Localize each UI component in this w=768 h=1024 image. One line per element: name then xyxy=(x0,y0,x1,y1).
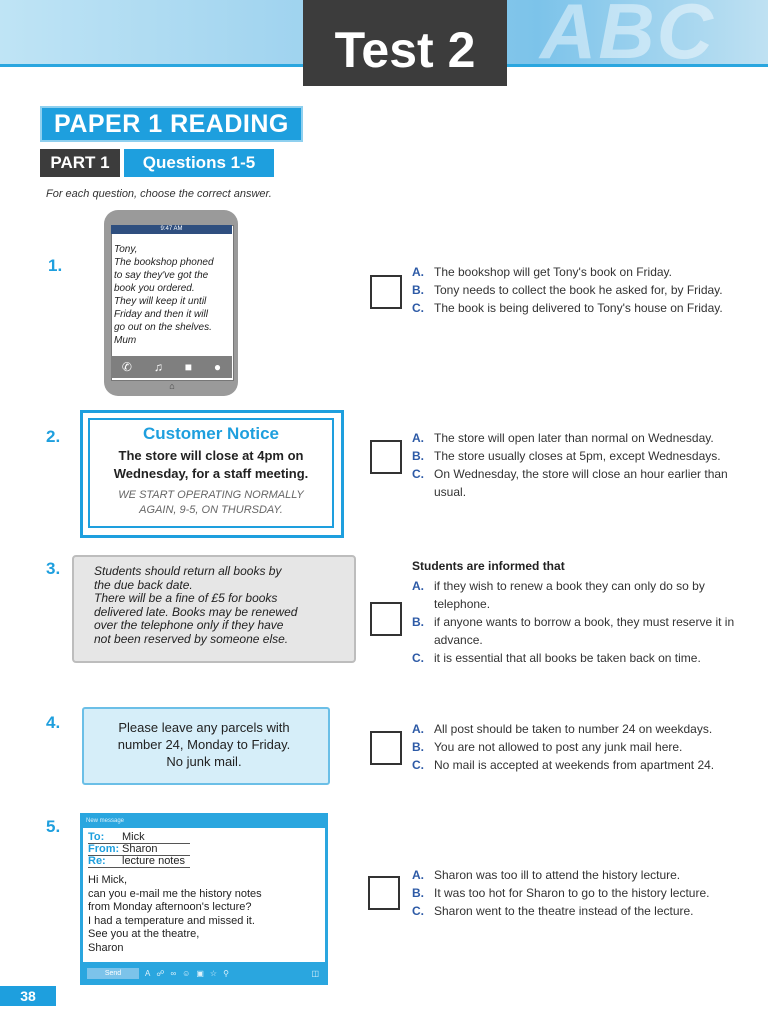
message-line: Tony, xyxy=(114,244,138,255)
option-a[interactable]: A. The store will open later than normal on Wednesday. xyxy=(412,431,714,445)
subject-field: lecture notes xyxy=(122,855,185,867)
option-c[interactable]: C. No mail is accepted at weekends from apartment 24. xyxy=(412,758,715,772)
email-line: I had a temperature and missed it. xyxy=(88,914,255,927)
note-line: number 24, Monday to Friday. xyxy=(117,737,291,752)
options-list xyxy=(412,720,762,774)
to-row: To: Mick xyxy=(88,832,190,844)
abc-decoration: ABC xyxy=(540,0,715,75)
phone-status-bar: 9:47 AM xyxy=(111,225,232,234)
option-c[interactable]: C. it is essential that all books be taken back on time. xyxy=(412,651,701,665)
question-number: 4. xyxy=(46,713,61,732)
message-line: Friday and then it will xyxy=(114,309,208,320)
notice-note-line: WE START OPERATING NORMALLY xyxy=(118,489,304,501)
page-number: 38 xyxy=(0,986,56,1006)
emoji-icon: ☺ xyxy=(182,968,191,978)
message-line: to say they've got the xyxy=(114,270,209,281)
email-headers xyxy=(88,832,318,868)
option-c[interactable]: C. On Wednesday, the store will close an hour earlier than usual. xyxy=(412,467,728,499)
options-list xyxy=(412,429,752,501)
option-a[interactable]: A. All post should be taken to number 24 on weekdays. xyxy=(412,722,713,736)
notice-note-line: AGAIN, 9-5, ON THURSDAY. xyxy=(139,504,283,516)
note-line: No junk mail. xyxy=(166,754,242,769)
instruction-text: For each question, choose the correct answer. xyxy=(46,188,272,200)
email-line: See you at the theatre, xyxy=(88,928,200,940)
option-c[interactable]: C. Sharon went to the theatre instead of the lecture. xyxy=(412,904,694,918)
part-label: PART 1 xyxy=(40,149,120,177)
questions-range: Questions 1-5 xyxy=(124,149,274,177)
message-line: go out on the shelves. xyxy=(114,322,212,333)
globe-icon: ● xyxy=(213,360,222,374)
question-stem: Students are informed that xyxy=(412,559,565,573)
library-note-text xyxy=(94,565,346,646)
answer-box[interactable] xyxy=(370,602,402,636)
option-b[interactable]: B. The store usually closes at 5pm, except Wednesdays. xyxy=(412,449,721,463)
bag-icon: ■ xyxy=(184,360,192,374)
option-b[interactable]: B. You are not allowed to post any junk mail here. xyxy=(412,740,683,754)
email-line: from Monday afternoon's lecture? xyxy=(88,901,252,913)
option-c[interactable]: C. The book is being delivered to Tony's house on Friday. xyxy=(412,301,723,315)
email-line: Hi Mick, xyxy=(88,874,128,886)
email-line: can you e-mail me the history notes xyxy=(88,887,262,900)
question-number: 2. xyxy=(46,427,61,446)
message-line: Mum xyxy=(114,335,137,346)
option-a[interactable]: A. Sharon was too ill to attend the history lecture. xyxy=(412,868,681,882)
question-number: 3. xyxy=(46,559,61,578)
phone-icon: ✆ xyxy=(121,360,132,374)
question-number: 5. xyxy=(46,817,61,836)
parcel-note-text xyxy=(92,719,316,770)
note-line: over the telephone only if they have xyxy=(94,618,284,632)
subject-row: Re: lecture notes xyxy=(88,856,190,868)
customer-notice xyxy=(88,418,334,528)
answer-box[interactable] xyxy=(370,731,402,765)
phone-app-bar xyxy=(111,356,232,378)
note-line: delivered late. Books may be renewed xyxy=(94,604,298,619)
text-message xyxy=(114,243,232,347)
notice-body-line: Wednesday, for a staff meeting. xyxy=(113,466,309,481)
note-line: the due back date. xyxy=(94,577,193,592)
option-a[interactable]: A. if they wish to renew a book they can only do so by telephone. xyxy=(412,579,705,611)
answer-box[interactable] xyxy=(370,440,402,474)
send-button: Send xyxy=(87,968,139,979)
font-icon: A xyxy=(145,968,151,978)
message-line: book you ordered. xyxy=(114,283,195,294)
message-line: The bookshop phoned xyxy=(114,257,214,268)
image-icon: ▣ xyxy=(196,968,204,978)
option-b[interactable]: B. if anyone wants to borrow a book, they must reserve it in advance. xyxy=(412,615,735,647)
star-icon: ☆ xyxy=(209,968,218,978)
from-row: From: Sharon xyxy=(88,844,190,856)
email-line: Sharon xyxy=(88,941,124,954)
notice-note xyxy=(90,488,332,518)
link-icon: ∞ xyxy=(170,968,177,978)
note-line: Please leave any parcels with xyxy=(118,720,290,735)
trash-icon: ◫ xyxy=(311,968,319,978)
notice-title: Customer Notice xyxy=(142,424,280,443)
notice-body-line: The store will close at 4pm on xyxy=(118,448,304,463)
email-title-bar: New message xyxy=(86,818,125,824)
options-list xyxy=(412,866,762,920)
email-message xyxy=(88,874,320,955)
answer-box[interactable] xyxy=(370,275,402,309)
options-list xyxy=(412,557,752,667)
test-title: Test 2 xyxy=(303,0,507,86)
option-a[interactable]: A. The bookshop will get Tony's book on Friday. xyxy=(412,265,672,279)
question-number: 1. xyxy=(48,256,63,275)
to-field: Mick xyxy=(122,831,145,843)
attach-icon: ☍ xyxy=(156,968,165,978)
note-line: Students should return all books by xyxy=(94,564,282,578)
paper-title: PAPER 1 READING xyxy=(40,106,303,142)
email-toolbar xyxy=(83,964,325,982)
music-icon: ♫ xyxy=(153,360,163,374)
note-line: There will be a fine of £5 for books xyxy=(94,591,278,605)
message-line: They will keep it until xyxy=(114,296,207,307)
option-b[interactable]: B. It was too hot for Sharon to go to the history lecture. xyxy=(412,886,710,900)
options-list xyxy=(412,263,762,317)
note-line: not been reserved by someone else. xyxy=(94,631,289,646)
search-icon: ⚲ xyxy=(223,968,229,978)
home-button-icon: ⌂ xyxy=(169,381,175,391)
option-b[interactable]: B. Tony needs to collect the book he asked for, by Friday. xyxy=(412,283,723,297)
from-field: Sharon xyxy=(122,843,158,855)
notice-body xyxy=(90,447,332,483)
answer-box[interactable] xyxy=(368,876,400,910)
